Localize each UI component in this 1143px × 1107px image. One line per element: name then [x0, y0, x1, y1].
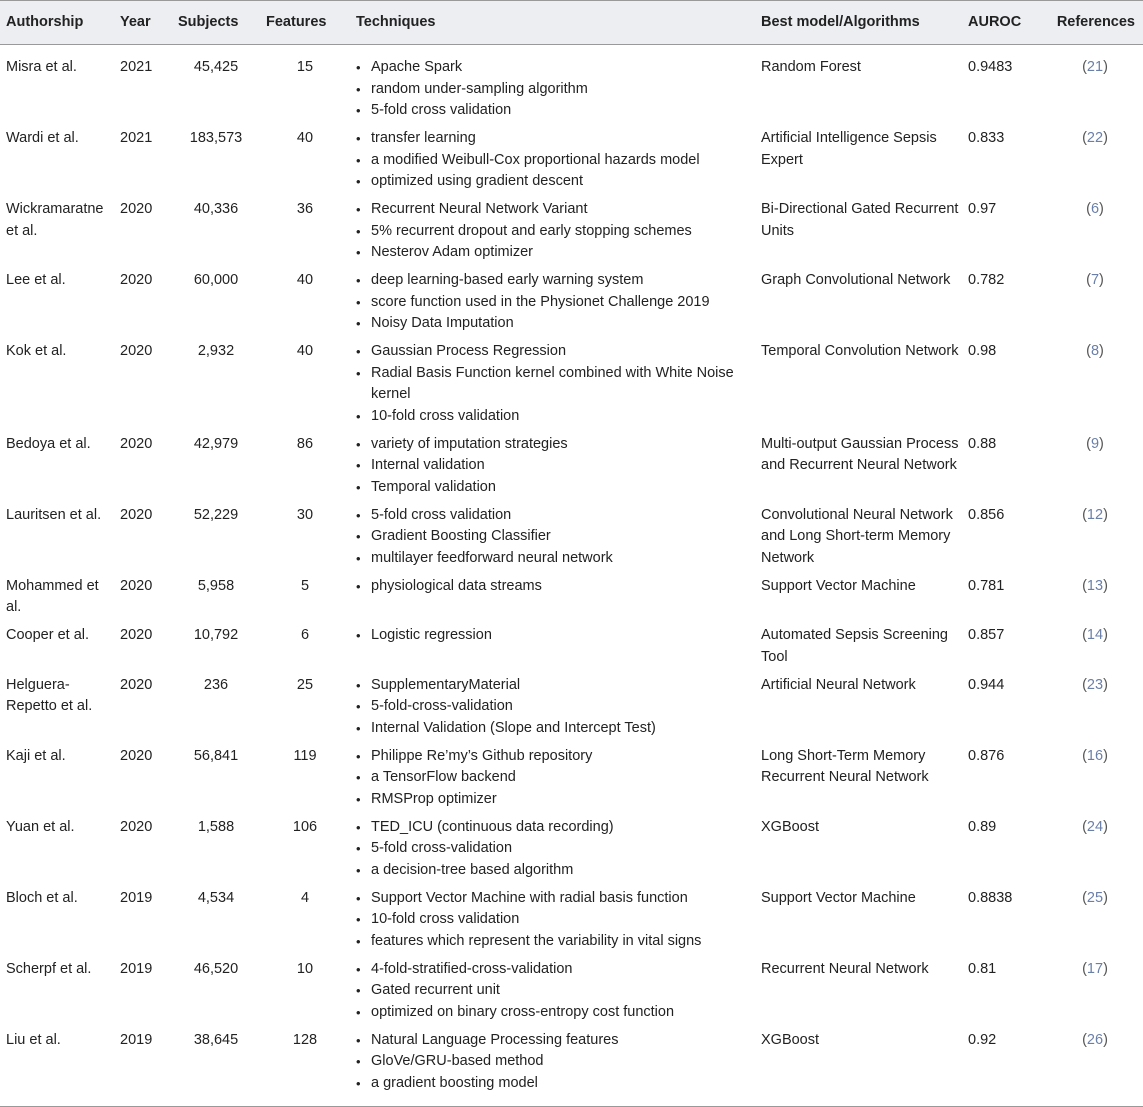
- techniques-list: [356, 128, 755, 193]
- ref-close-paren: ): [1103, 59, 1108, 75]
- cell-authorship: Lauritsen et al.: [6, 506, 102, 523]
- technique-item: • Radial Basis Function kernel combined with White Noise kernel: [356, 363, 755, 406]
- cell-features: 40: [296, 130, 314, 146]
- cell-features: 10: [296, 960, 314, 977]
- cell-techniques: [350, 743, 755, 814]
- ref-close-paren: ): [1103, 960, 1108, 977]
- cell-best-model: Random Forest: [761, 59, 861, 75]
- technique-item: • RMSProp optimizer: [356, 789, 755, 811]
- ref-open-paren: (: [1082, 577, 1087, 594]
- cell-best-model: Multi-output Gaussian Process and Recurrent Neural Network: [761, 435, 959, 473]
- cell-year: 2019: [114, 1027, 172, 1107]
- technique-item: • 4-fold-stratified-cross-validation: [356, 959, 755, 981]
- cell-techniques: [350, 431, 755, 502]
- techniques-list: [356, 505, 755, 570]
- techniques-list: [356, 199, 755, 264]
- cell-auroc: 0.833: [968, 130, 1005, 146]
- techniques-list: [356, 270, 755, 335]
- technique-item: • multilayer feedforward neural network: [356, 548, 755, 570]
- ref-close-paren: ): [1103, 1031, 1108, 1048]
- ref-open-paren: (: [1082, 889, 1087, 906]
- cell-features: 106: [292, 818, 318, 835]
- header-references: References: [1047, 1, 1143, 45]
- cell-best-model: Graph Convolutional Network: [761, 272, 951, 288]
- reference-link[interactable]: 24: [1086, 818, 1104, 835]
- technique-item: • a decision-tree based algorithm: [356, 860, 755, 882]
- ref-close-paren: ): [1103, 506, 1108, 523]
- ref-close-paren: ): [1099, 272, 1104, 288]
- cell-best-model: XGBoost: [761, 818, 820, 835]
- table-row: [0, 125, 1143, 196]
- cell-reference: [1047, 1027, 1143, 1107]
- techniques-list: [356, 888, 755, 953]
- ref-open-paren: (: [1086, 201, 1091, 217]
- ref-close-paren: ): [1099, 201, 1104, 217]
- ref-open-paren: (: [1082, 676, 1087, 693]
- ref-close-paren: ): [1099, 343, 1104, 359]
- cell-year: 2021: [120, 130, 153, 146]
- technique-item: • 10-fold cross validation: [356, 406, 755, 428]
- cell-auroc: 0.876: [968, 747, 1005, 764]
- technique-item: • Natural Language Processing features: [356, 1030, 755, 1052]
- cell-techniques: [350, 622, 755, 672]
- cell-subjects: 40,336: [193, 201, 239, 217]
- cell-year: 2020: [120, 818, 153, 835]
- table-row: [0, 338, 1143, 431]
- technique-item: • optimized using gradient descent: [356, 171, 755, 193]
- table-row: [0, 814, 1143, 885]
- cell-authorship: Wickramaratne et al.: [6, 201, 104, 239]
- ref-open-paren: (: [1082, 818, 1087, 835]
- reference-link[interactable]: 16: [1086, 747, 1104, 764]
- cell-reference: [1047, 502, 1143, 573]
- technique-item: • 5-fold-cross-validation: [356, 696, 755, 718]
- ref-open-paren: (: [1082, 627, 1087, 643]
- cell-auroc: 0.92: [962, 1027, 1047, 1107]
- ref-open-paren: (: [1082, 747, 1087, 764]
- ref-open-paren: (: [1082, 1031, 1087, 1048]
- ref-close-paren: ): [1103, 130, 1108, 146]
- technique-item: • Gated recurrent unit: [356, 980, 755, 1002]
- reference-link[interactable]: 6: [1090, 201, 1100, 217]
- techniques-list: [356, 576, 755, 598]
- cell-techniques: [350, 45, 755, 126]
- reference-link[interactable]: 23: [1086, 676, 1104, 693]
- technique-item: • GloVe/GRU-based method: [356, 1051, 755, 1073]
- cell-authorship: Wardi et al.: [6, 130, 79, 146]
- cell-techniques: [350, 885, 755, 956]
- cell-auroc: 0.944: [968, 676, 1005, 693]
- header-authorship: Authorship: [0, 1, 114, 45]
- table-row: [0, 743, 1143, 814]
- technique-item: • a gradient boosting model: [356, 1073, 755, 1095]
- cell-subjects: 10,792: [193, 627, 239, 643]
- technique-item: • features which represent the variability in vital signs: [356, 931, 755, 953]
- techniques-list: [356, 746, 755, 811]
- cell-auroc: 0.9483: [968, 59, 1013, 75]
- cell-features: 40: [296, 343, 314, 359]
- cell-best-model: Temporal Convolution Network: [761, 343, 959, 359]
- cell-authorship: Bedoya et al.: [6, 435, 91, 452]
- ref-close-paren: ): [1103, 627, 1108, 643]
- ref-open-paren: (: [1082, 506, 1087, 523]
- cell-reference: [1047, 743, 1143, 814]
- cell-auroc: 0.88: [968, 435, 997, 452]
- header-techniques: Techniques: [350, 1, 755, 45]
- cell-features: 128: [260, 1027, 350, 1107]
- cell-authorship: Mohammed et al.: [6, 577, 99, 615]
- cell-techniques: [350, 573, 755, 623]
- header-best-model: Best model/Algorithms: [755, 1, 962, 45]
- technique-item: • 5% recurrent dropout and early stopping schemes: [356, 221, 755, 243]
- table-header-row: [0, 1, 1143, 45]
- cell-year: 2020: [120, 506, 153, 523]
- cell-subjects: 5,958: [197, 577, 235, 594]
- ref-open-paren: (: [1082, 130, 1087, 146]
- cell-features: 30: [296, 506, 314, 523]
- techniques-list: [356, 817, 755, 882]
- cell-reference: [1047, 622, 1143, 672]
- technique-item: • a modified Weibull-Cox proportional hazards model: [356, 150, 755, 172]
- cell-authorship: Liu et al.: [0, 1027, 114, 1107]
- reference-link[interactable]: 8: [1090, 343, 1100, 359]
- cell-best-model: Long Short-Term Memory Recurrent Neural Network: [761, 747, 929, 785]
- cell-subjects: 52,229: [193, 506, 239, 523]
- cell-authorship: Kok et al.: [6, 343, 67, 359]
- cell-reference: [1047, 267, 1143, 338]
- cell-subjects: 236: [203, 676, 229, 693]
- technique-item: • deep learning-based early warning system: [356, 270, 755, 292]
- cell-auroc: 0.782: [968, 272, 1005, 288]
- technique-item: • Internal validation: [356, 455, 755, 477]
- cell-subjects: 56,841: [193, 747, 239, 764]
- cell-features: 25: [296, 676, 314, 693]
- cell-techniques: [350, 814, 755, 885]
- cell-reference: [1047, 885, 1143, 956]
- cell-reference: [1047, 125, 1143, 196]
- cell-authorship: Kaji et al.: [6, 747, 66, 764]
- reference-link[interactable]: 14: [1086, 627, 1104, 643]
- technique-item: • random under-sampling algorithm: [356, 79, 755, 101]
- reference-link[interactable]: 17: [1086, 960, 1104, 977]
- cell-year: 2019: [120, 889, 153, 906]
- cell-authorship: Misra et al.: [6, 59, 77, 75]
- cell-year: 2021: [120, 59, 153, 75]
- table-row: [0, 573, 1143, 623]
- table-row: [0, 885, 1143, 956]
- table-row: [0, 502, 1143, 573]
- cell-year: 2020: [120, 577, 153, 594]
- technique-item: • Apache Spark: [356, 57, 755, 79]
- cell-year: 2019: [120, 960, 153, 977]
- cell-subjects: 42,979: [193, 435, 239, 452]
- technique-item: • SupplementaryMaterial: [356, 675, 755, 697]
- table-row: [0, 196, 1143, 267]
- technique-item: • Logistic regression: [356, 625, 755, 647]
- cell-subjects: 4,534: [197, 889, 235, 906]
- ref-open-paren: (: [1082, 59, 1087, 75]
- cell-techniques: [350, 267, 755, 338]
- cell-subjects: 1,588: [197, 818, 235, 835]
- technique-item: • Recurrent Neural Network Variant: [356, 199, 755, 221]
- cell-features: 40: [296, 272, 314, 288]
- cell-authorship: Yuan et al.: [6, 818, 75, 835]
- cell-authorship: Helguera-Repetto et al.: [6, 676, 93, 714]
- table-row: [0, 672, 1143, 743]
- reference-link[interactable]: 12: [1086, 506, 1104, 523]
- technique-item: • Temporal validation: [356, 477, 755, 499]
- cell-reference: [1047, 45, 1143, 126]
- cell-year: 2020: [120, 201, 153, 217]
- cell-features: 15: [296, 59, 314, 75]
- cell-best-model: Convolutional Neural Network and Long Short-term Memory Network: [761, 506, 953, 566]
- cell-year: 2020: [120, 747, 153, 764]
- ref-open-paren: (: [1086, 435, 1091, 452]
- cell-auroc: 0.781: [968, 577, 1005, 594]
- ref-open-paren: (: [1086, 343, 1091, 359]
- ref-close-paren: ): [1103, 747, 1108, 764]
- reference-link[interactable]: 22: [1086, 130, 1104, 146]
- cell-best-model: Support Vector Machine: [761, 889, 916, 906]
- cell-year: 2020: [120, 627, 153, 643]
- table-row: [0, 45, 1143, 126]
- cell-features: 5: [300, 577, 310, 594]
- technique-item: • physiological data streams: [356, 576, 755, 598]
- table-row: [0, 431, 1143, 502]
- ref-close-paren: ): [1103, 889, 1108, 906]
- reference-link[interactable]: 13: [1086, 577, 1104, 594]
- techniques-list: [356, 341, 755, 427]
- cell-features: 4: [300, 889, 310, 906]
- reference-link[interactable]: 7: [1090, 272, 1100, 288]
- header-features: Features: [260, 1, 350, 45]
- cell-auroc: 0.81: [968, 960, 997, 977]
- technique-item: • a TensorFlow backend: [356, 767, 755, 789]
- cell-year: 2020: [120, 435, 153, 452]
- cell-authorship: Lee et al.: [6, 272, 66, 288]
- table-row: [0, 622, 1143, 672]
- technique-item: • Gaussian Process Regression: [356, 341, 755, 363]
- cell-authorship: Bloch et al.: [6, 889, 78, 906]
- cell-techniques: [350, 956, 755, 1027]
- cell-reference: [1047, 573, 1143, 623]
- cell-techniques: [350, 672, 755, 743]
- cell-best-model: XGBoost: [755, 1027, 962, 1107]
- cell-year: 2020: [120, 272, 153, 288]
- header-year: Year: [114, 1, 172, 45]
- cell-authorship: Cooper et al.: [6, 627, 90, 643]
- ref-close-paren: ): [1103, 676, 1108, 693]
- table-row: [0, 1027, 1143, 1107]
- cell-auroc: 0.856: [968, 506, 1005, 523]
- cell-features: 86: [296, 435, 314, 452]
- reference-link[interactable]: 9: [1090, 435, 1100, 452]
- ref-open-paren: (: [1082, 960, 1087, 977]
- cell-reference: [1047, 956, 1143, 1027]
- header-subjects: Subjects: [172, 1, 260, 45]
- cell-techniques: [350, 196, 755, 267]
- cell-subjects: 183,573: [189, 130, 243, 146]
- technique-item: • 10-fold cross validation: [356, 909, 755, 931]
- technique-item: • optimized on binary cross-entropy cost function: [356, 1002, 755, 1024]
- cell-auroc: 0.97: [968, 201, 997, 217]
- header-auroc: AUROC: [962, 1, 1047, 45]
- cell-techniques: [350, 125, 755, 196]
- cell-best-model: Support Vector Machine: [761, 577, 916, 594]
- cell-best-model: Automated Sepsis Screening Tool: [761, 627, 948, 665]
- technique-item: • Philippe Re’my’s Github repository: [356, 746, 755, 768]
- cell-best-model: Artificial Neural Network: [761, 676, 916, 693]
- cell-best-model: Recurrent Neural Network: [761, 960, 929, 977]
- cell-auroc: 0.98: [968, 343, 997, 359]
- technique-item: • Noisy Data Imputation: [356, 313, 755, 335]
- techniques-list: [356, 625, 755, 647]
- cell-auroc: 0.89: [968, 818, 997, 835]
- cell-features: 119: [293, 747, 317, 764]
- cell-features: 36: [296, 201, 314, 217]
- ref-close-paren: ): [1099, 435, 1104, 452]
- technique-item: • Nesterov Adam optimizer: [356, 242, 755, 264]
- cell-best-model: Bi-Directional Gated Recurrent Units: [761, 201, 959, 239]
- cell-year: 2020: [120, 343, 153, 359]
- cell-techniques: [350, 502, 755, 573]
- techniques-list: [356, 675, 755, 740]
- cell-subjects: 38,645: [172, 1027, 260, 1107]
- reference-link[interactable]: 21: [1086, 59, 1104, 75]
- technique-item: • transfer learning: [356, 128, 755, 150]
- cell-subjects: 45,425: [193, 59, 239, 75]
- cell-reference: [1047, 814, 1143, 885]
- cell-subjects: 2,932: [197, 343, 235, 359]
- cell-subjects: 60,000: [193, 272, 239, 288]
- technique-item: • score function used in the Physionet Challenge 2019: [356, 292, 755, 314]
- cell-auroc: 0.857: [968, 627, 1005, 643]
- technique-item: • 5-fold cross validation: [356, 100, 755, 122]
- cell-reference: [1047, 196, 1143, 267]
- cell-authorship: Scherpf et al.: [6, 960, 92, 977]
- techniques-list: [356, 57, 755, 122]
- cell-reference: [1047, 431, 1143, 502]
- cell-techniques: [350, 1027, 755, 1107]
- technique-item: • Internal Validation (Slope and Intercept Test): [356, 718, 755, 740]
- cell-year: 2020: [120, 676, 153, 693]
- reference-link[interactable]: 26: [1086, 1031, 1104, 1048]
- ref-close-paren: ): [1103, 577, 1108, 594]
- technique-item: • Support Vector Machine with radial basis function: [356, 888, 755, 910]
- cell-reference: [1047, 338, 1143, 431]
- table-row: [0, 267, 1143, 338]
- cell-features: 6: [300, 627, 310, 643]
- ref-open-paren: (: [1086, 272, 1091, 288]
- technique-item: • 5-fold cross-validation: [356, 838, 755, 860]
- reference-link[interactable]: 25: [1086, 889, 1104, 906]
- ref-close-paren: ): [1103, 818, 1108, 835]
- techniques-list: [356, 1030, 755, 1095]
- cell-best-model: Artificial Intelligence Sepsis Expert: [761, 130, 937, 168]
- cell-reference: [1047, 672, 1143, 743]
- technique-item: • variety of imputation strategies: [356, 434, 755, 456]
- cell-techniques: [350, 338, 755, 431]
- technique-item: • 5-fold cross validation: [356, 505, 755, 527]
- cell-auroc: 0.8838: [968, 889, 1013, 906]
- cell-subjects: 46,520: [193, 960, 239, 977]
- techniques-list: [356, 434, 755, 499]
- techniques-list: [356, 959, 755, 1024]
- table-row: [0, 956, 1143, 1027]
- technique-item: • TED_ICU (continuous data recording): [356, 817, 755, 839]
- technique-item: • Gradient Boosting Classifier: [356, 526, 755, 548]
